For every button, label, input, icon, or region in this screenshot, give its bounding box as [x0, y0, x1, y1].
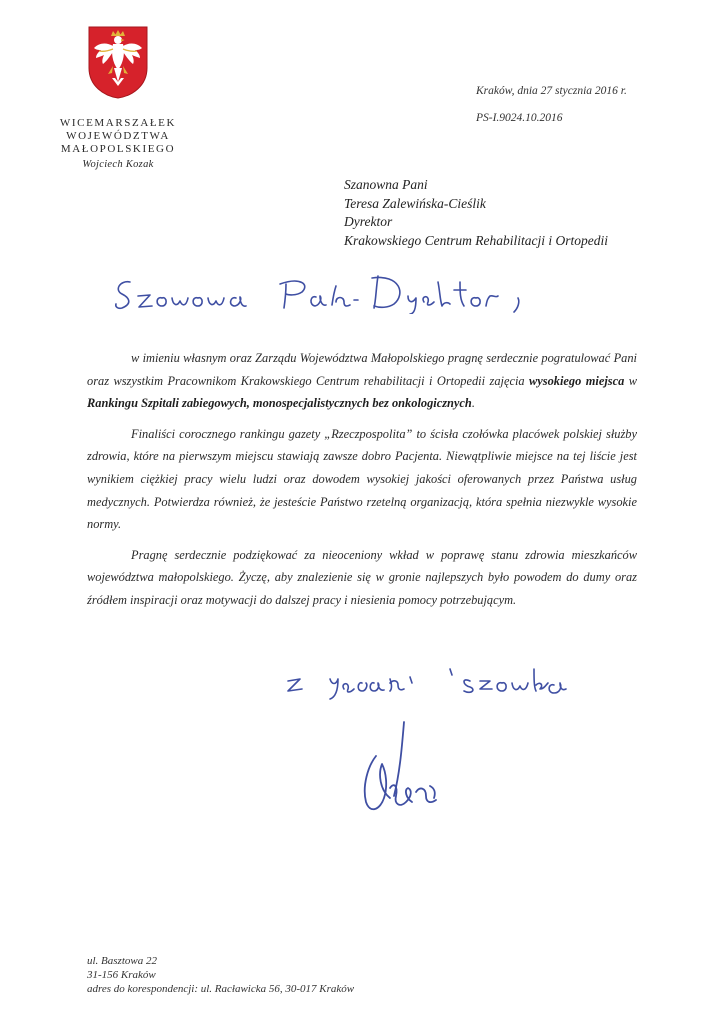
white-eagle-crest-icon [86, 24, 150, 100]
recipient-position: Dyrektor [344, 214, 393, 229]
footer-correspondence: adres do korespondencji: ul. Racławicka 56, 30-017 Kraków [87, 983, 355, 995]
body-p1-bold-place: wysokiego miejsca [529, 373, 625, 388]
body-paragraph-2: Finaliści corocznego rankingu gazety „Rzeczpospolita” to ścisła czołówka placówek polskiej służby zdrowia, które na pierwszym miejscu stawiają zawsze dobro Pacjenta. Niewątpliwie miejsce na tej liście jest wynikiem ciężkiej pracy wielu ludzi oraz dowodem wysokiej jakości oferowanych przez Państwa usług medycznych. Potwierdza również, że jesteście Państwo rzetelną organizacją, która spełnia niezwykle wysokie normy. [87, 426, 637, 532]
letter-meta [476, 78, 627, 132]
footer-street: ul. Basztowa 22 [87, 955, 157, 967]
body-paragraph-1 [87, 347, 637, 415]
place-date: Kraków, dnia 27 stycznia 2016 r. [476, 85, 627, 97]
recipient-block [344, 176, 608, 250]
recipient-institution: Krakowskiego Centrum Rehabilitacji i Ortopedii [344, 232, 608, 248]
handwritten-greeting [110, 268, 530, 314]
handwritten-signature [346, 716, 456, 826]
body-p1-bold-ranking: Rankingu Szpitali zabiegowych, monospecjalistycznych bez onkologicznych [87, 396, 472, 411]
reference-number: PS-I.9024.10.2016 [476, 112, 563, 124]
letter-body [87, 347, 637, 620]
footer-address [87, 954, 354, 996]
recipient-salutation: Szanowna Pani [344, 177, 428, 192]
footer-city: 31-156 Kraków [87, 969, 156, 981]
issuer-title-line-2: WOJEWÓDZTWA [66, 130, 170, 142]
issuer-title-line-3: MAŁOPOLSKIEGO [60, 143, 176, 155]
issuer-name: Wojciech Kozak [82, 159, 154, 170]
body-p1-text-b: w [624, 373, 637, 388]
issuer-block [56, 117, 180, 171]
issuer-title-line-1: WICEMARSZAŁEK [59, 117, 177, 129]
body-p1-text-c: . [471, 396, 475, 411]
handwritten-closing [282, 655, 578, 701]
body-paragraph-3: Pragnę serdecznie podziękować za nieoceniony wkład w poprawę stanu zdrowia mieszkańców województwa małopolskiego. Życzę, aby znalezienie się w gronie najlepszych było powodem do dumy oraz źródłem inspiracji oraz motywacji do dalszej pracy i niesienia pomocy potrzebującym. [87, 547, 637, 607]
body-p1-text-a: w imieniu własnym oraz Zarządu Województwa Małopolskiego pragnę serdecznie pogratulować Pani oraz wszystkim Pracownikom Krakowskiego Centrum rehabilitacji i Ortopedii zajęcia [87, 351, 637, 388]
recipient-name: Teresa Zalewińska-Cieślik [344, 195, 486, 211]
